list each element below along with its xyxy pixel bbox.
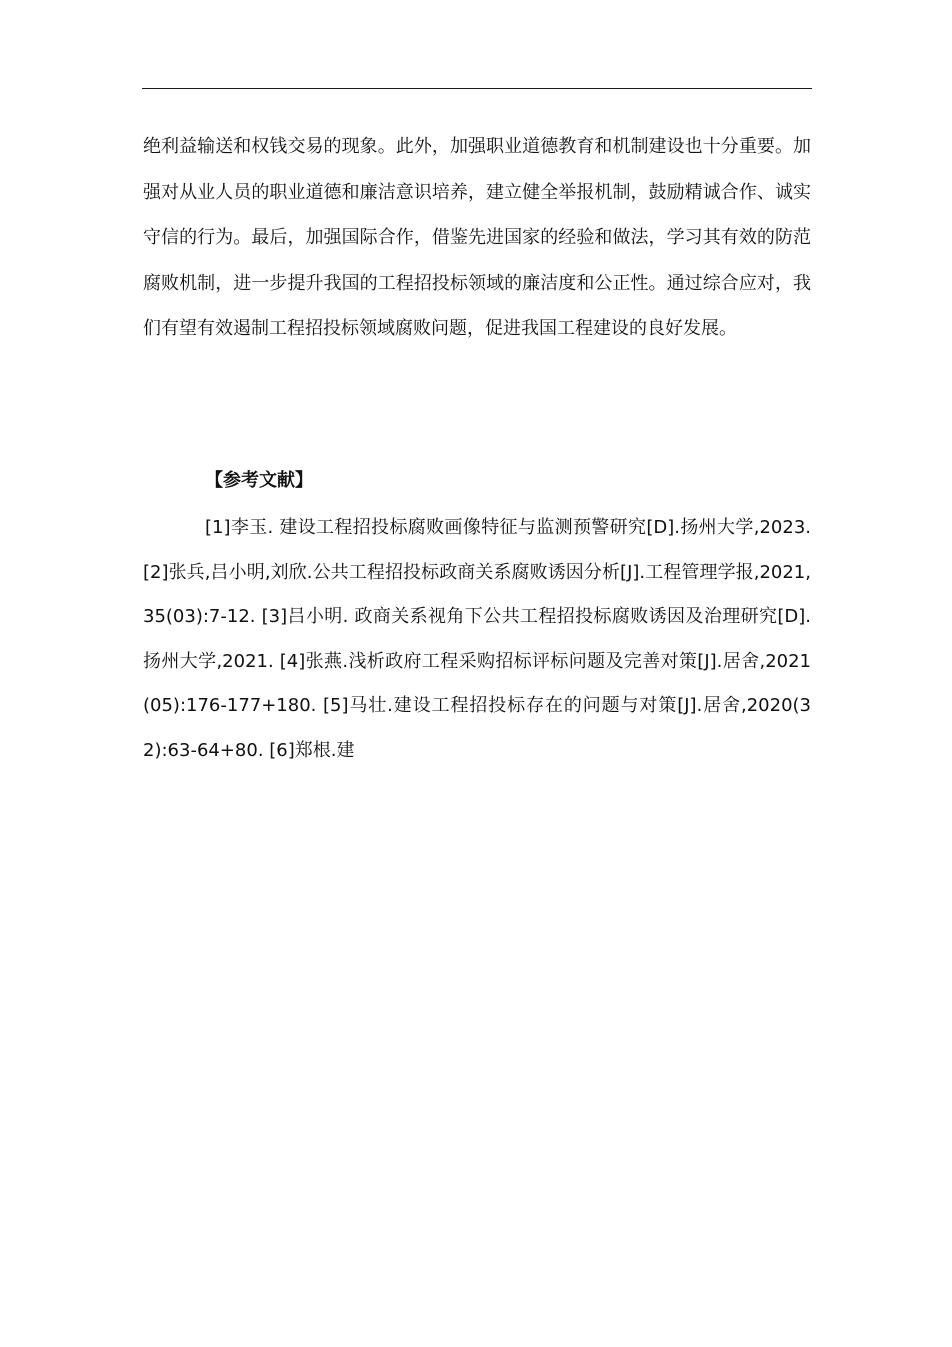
references-heading: 【参考文献】 [205,470,313,491]
body-paragraph: 绝利益输送和权钱交易的现象。此外，加强职业道德教育和机制建设也十分重要。加强对从业人员的职业道德和廉洁意识培养，建立健全举报机制，鼓励精诚合作、诚实守信的行为。最后，加强国际合作，借鉴先进国家的经验和做法，学习其有效的防范腐败机制，进一步提升我国的工程招投标领域的廉洁度和公正性。通过综合应对，我们有望有效遏制工程招投标领域腐败问题，促进我国工程建设的良好发展。 [143,136,811,339]
header-rule [142,88,812,89]
references-list: [1]李玉. 建设工程招投标腐败画像特征与监测预警研究[D].扬州大学,2023. [2]张兵,吕小明,刘欣.公共工程招投标政商关系腐败诱因分析[J].工程管理学报,2021,35(03):7-12. [3]吕小明. 政商关系视角下公共工程招投标腐败诱因及治理研究[D].扬州大学,2021. [4]张燕.浅析政府工程采购招标评标问题及完善对策[J].居舍,2021(05):176-177+180. [5]马壮.建设工程招投标存在的问题与对策[J].居舍,2020(32):63-64+80. [6]郑根.建 [143,517,811,761]
